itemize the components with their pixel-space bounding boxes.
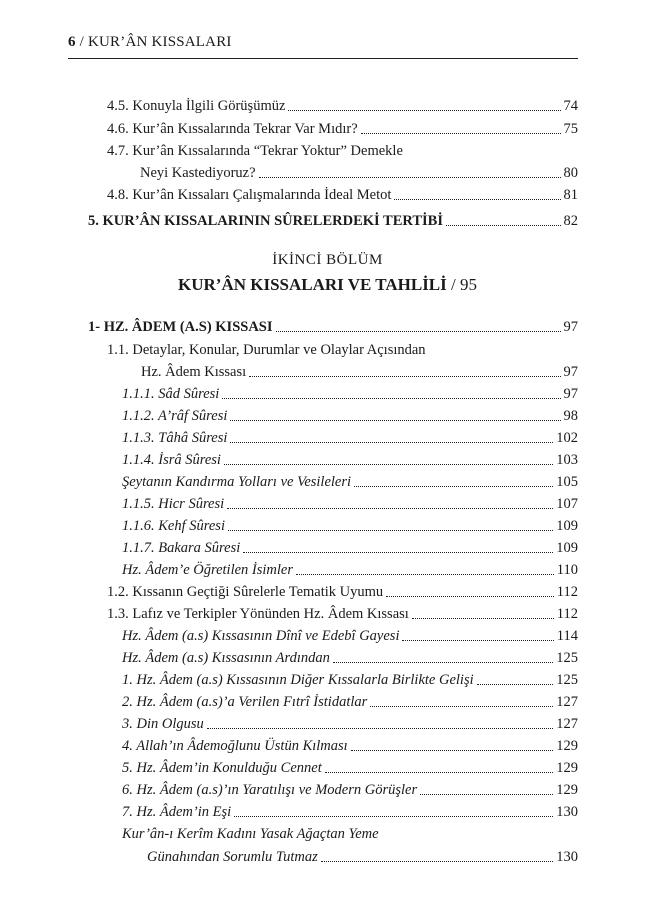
- toc-entry-page: 107: [556, 496, 578, 512]
- leader-dots: [394, 199, 560, 200]
- toc-entry-title: Hz. Âdem’e Öğretilen İsimler: [122, 562, 294, 578]
- toc-entry-page: 129: [556, 738, 578, 754]
- toc-entry-title: 4.5. Konuyla İlgili Görüşümüz: [107, 98, 286, 114]
- toc-entry-page: 129: [556, 760, 578, 776]
- toc-entry[interactable]: [122, 385, 578, 403]
- leader-dots: [370, 706, 553, 707]
- toc-entry-page: 102: [556, 430, 578, 446]
- toc-entry[interactable]: [122, 495, 578, 513]
- toc-entry[interactable]: [122, 715, 578, 733]
- toc-entry[interactable]: [122, 627, 578, 645]
- leader-dots: [224, 464, 553, 465]
- toc-entry[interactable]: [122, 517, 578, 535]
- toc-entry-title: Hz. Âdem (a.s) Kıssasının Dînî ve Edebî Gayesi: [122, 628, 400, 644]
- toc-entry-page: 97: [563, 319, 578, 335]
- toc-entry[interactable]: [122, 429, 578, 447]
- leader-dots: [420, 794, 553, 795]
- toc-entry-page: 98: [563, 408, 578, 424]
- toc-entry-page: 103: [556, 452, 578, 468]
- leader-dots: [234, 816, 553, 817]
- leader-dots: [361, 133, 561, 134]
- section-label: İKİNCİ BÖLÜM: [272, 252, 383, 268]
- section-title: [0, 275, 655, 295]
- toc-entry[interactable]: [88, 318, 578, 336]
- section-title-page: / 95: [446, 275, 477, 294]
- toc-entry[interactable]: [122, 539, 578, 557]
- toc-entry-title: 1.1.2. A’râf Sûresi: [122, 408, 228, 424]
- toc-entry-page: 112: [556, 584, 578, 600]
- toc-entry[interactable]: [122, 671, 578, 689]
- leader-dots: [446, 225, 561, 226]
- toc-entry[interactable]: [122, 803, 578, 821]
- toc-entry[interactable]: [122, 737, 578, 755]
- leader-dots: [249, 376, 560, 377]
- toc-entry[interactable]: [140, 164, 578, 182]
- section-title-text: KUR’ÂN KISSALARI VE TAHLİLİ: [178, 275, 447, 294]
- leader-dots: [259, 177, 561, 178]
- toc-entry-page: 114: [556, 628, 578, 644]
- header-separator: /: [75, 34, 88, 50]
- toc-entry-page: 109: [556, 518, 578, 534]
- toc-entry-title: 5. Hz. Âdem’in Konulduğu Cennet: [122, 760, 322, 776]
- toc-entry-title: 1.1.1. Sâd Sûresi: [122, 386, 220, 402]
- toc-entry-title: Hz. Âdem Kıssası: [141, 364, 247, 380]
- leader-dots: [296, 574, 554, 575]
- toc-entry-title: 7. Hz. Âdem’in Eşi: [122, 804, 232, 820]
- leader-dots: [276, 331, 561, 332]
- toc-entry-title: Şeytanın Kandırma Yolları ve Vesileleri: [122, 474, 352, 490]
- toc-entry-title: 4.8. Kur’ân Kıssaları Çalışmalarında İdeal Metot: [107, 187, 392, 203]
- toc-entry-title-line: Kur’ân-ı Kerîm Kadını Yasak Ağaçtan Yeme: [122, 826, 379, 842]
- toc-entry-page: 75: [563, 121, 578, 137]
- toc-entry-page: 127: [556, 716, 578, 732]
- leader-dots: [321, 861, 553, 862]
- toc-entry-page: 109: [556, 540, 578, 556]
- toc-entry[interactable]: [122, 473, 578, 491]
- toc-entry-page: 129: [556, 782, 578, 798]
- leader-dots: [412, 618, 554, 619]
- running-header: [68, 34, 232, 51]
- toc-entry[interactable]: [88, 212, 578, 230]
- toc-entry-page: 127: [556, 694, 578, 710]
- toc-entry-title: 4.6. Kur’ân Kıssalarında Tekrar Var Mıdır?: [107, 121, 358, 137]
- leader-dots: [402, 640, 553, 641]
- toc-entry[interactable]: [122, 451, 578, 469]
- toc-entry[interactable]: [107, 605, 578, 623]
- toc-entry-title: 1. Hz. Âdem (a.s) Kıssasının Diğer Kıssalarla Birlikte Gelişi: [122, 672, 474, 688]
- leader-dots: [351, 750, 554, 751]
- leader-dots: [333, 662, 553, 663]
- toc-entry-title: Hz. Âdem (a.s) Kıssasının Ardından: [122, 650, 330, 666]
- leader-dots: [227, 508, 553, 509]
- toc-entry-page: 105: [556, 474, 578, 490]
- toc-entry-page: 130: [556, 849, 578, 865]
- toc-entry-title: Neyi Kastediyoruz?: [140, 165, 256, 181]
- toc-entry[interactable]: [122, 561, 578, 579]
- toc-entry-page: 125: [556, 672, 578, 688]
- leader-dots: [228, 530, 553, 531]
- toc-entry-title: 1- HZ. ÂDEM (A.S) KISSASI: [88, 319, 273, 335]
- leader-dots: [354, 486, 553, 487]
- leader-dots: [386, 596, 554, 597]
- toc-entry-title: 1.1.6. Kehf Sûresi: [122, 518, 225, 534]
- toc-entry[interactable]: [122, 649, 578, 667]
- toc-entry-title: 5. KUR’ÂN KISSALARININ SÛRELERDEKİ TERTİBİ: [88, 213, 443, 229]
- toc-entry-title: 2. Hz. Âdem (a.s)’a Verilen Fıtrî İstidatlar: [122, 694, 368, 710]
- toc-entry-page: 110: [556, 562, 578, 578]
- toc-entry[interactable]: [141, 363, 578, 381]
- leader-dots: [207, 728, 553, 729]
- toc-entry-title: 4. Allah’ın Âdemoğlunu Üstün Kılması: [122, 738, 348, 754]
- toc-entry-title: 3. Din Olgusu: [122, 716, 204, 732]
- toc-entry-title: Günahından Sorumlu Tutmaz: [147, 849, 318, 865]
- toc-entry[interactable]: [147, 848, 578, 866]
- leader-dots: [230, 420, 560, 421]
- toc-entry-title: 1.1.3. Tâhâ Sûresi: [122, 430, 228, 446]
- leader-dots: [243, 552, 553, 553]
- toc-entry-title: 1.3. Lafız ve Terkipler Yönünden Hz. Âdem Kıssası: [107, 606, 409, 622]
- toc-entry[interactable]: [107, 120, 578, 138]
- toc-entry-title: 1.2. Kıssanın Geçtiği Sûrelerle Tematik Uyumu: [107, 584, 384, 600]
- toc-entry-page: 130: [556, 804, 578, 820]
- toc-entry-page: 82: [563, 213, 578, 229]
- toc-entry-title: 1.1.5. Hicr Sûresi: [122, 496, 225, 512]
- leader-dots: [230, 442, 553, 443]
- header-rule: [68, 58, 578, 59]
- leader-dots: [325, 772, 553, 773]
- toc-entry-page: 80: [563, 165, 578, 181]
- toc-entry[interactable]: [122, 781, 578, 799]
- toc-entry[interactable]: [107, 186, 578, 204]
- toc-entry-title: 6. Hz. Âdem (a.s)’ın Yaratılışı ve Modern Görüşler: [122, 782, 418, 798]
- toc-entry[interactable]: [122, 759, 578, 777]
- toc-entry-title-line: 1.1. Detaylar, Konular, Durumlar ve Olaylar Açısından: [107, 342, 426, 358]
- toc-entry[interactable]: [107, 97, 578, 115]
- toc-entry-page: 74: [563, 98, 578, 114]
- toc-entry[interactable]: [122, 407, 578, 425]
- toc-entry-page: 112: [556, 606, 578, 622]
- leader-dots: [288, 110, 560, 111]
- toc-entry[interactable]: [122, 693, 578, 711]
- header-running-title: KUR’ÂN KISSALARI: [87, 34, 232, 50]
- toc-entry-page: 97: [563, 386, 578, 402]
- toc-entry-title: 1.1.7. Bakara Sûresi: [122, 540, 241, 556]
- leader-dots: [222, 398, 560, 399]
- leader-dots: [477, 684, 554, 685]
- header-page-number: 6: [68, 34, 76, 50]
- toc-entry-page: 97: [563, 364, 578, 380]
- toc-entry-page: 81: [563, 187, 578, 203]
- toc-entry-title: 1.1.4. İsrâ Sûresi: [122, 452, 221, 468]
- toc-entry[interactable]: [107, 583, 578, 601]
- toc-entry-title-line: 4.7. Kur’ân Kıssalarında “Tekrar Yoktur” Demekle: [107, 143, 403, 159]
- toc-entry-page: 125: [556, 650, 578, 666]
